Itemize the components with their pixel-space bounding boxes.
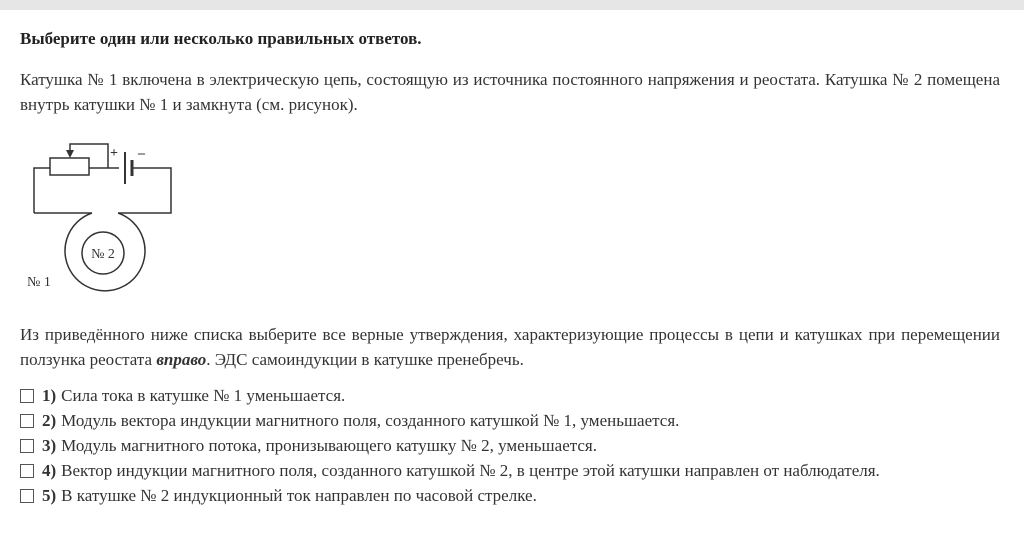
wire-left bbox=[34, 168, 50, 213]
option-1-checkbox[interactable] bbox=[20, 389, 34, 403]
option-5-number: 5) bbox=[42, 485, 57, 505]
question-emphasis: вправо bbox=[156, 350, 207, 369]
option-4-number: 4) bbox=[42, 460, 57, 480]
coil-2-label: № 2 bbox=[91, 247, 115, 262]
circuit-diagram bbox=[24, 140, 184, 300]
option-1[interactable] bbox=[20, 383, 880, 408]
task-instruction: Выберите один или несколько правильных ответов. bbox=[20, 29, 422, 48]
option-5[interactable] bbox=[20, 483, 880, 508]
top-bar bbox=[0, 0, 1024, 10]
problem-intro-text: Катушка № 1 включена в электрическую цепь, состоящую из источника постоянного напряжения и реостата. Катушка № 2 помещена внутрь катушки № 1 и замкнута (см. рисунок). bbox=[20, 70, 1000, 114]
option-4-text: Вектор индукции магнитного поля, созданного катушкой № 2, в центре этой катушки направлен от наблюдателя. bbox=[61, 460, 880, 480]
circuit-figure bbox=[24, 140, 184, 300]
answer-options bbox=[20, 383, 880, 508]
rheostat bbox=[50, 158, 89, 175]
option-2-number: 2) bbox=[42, 410, 57, 430]
option-5-text: В катушке № 2 индукционный ток направлен по часовой стрелке. bbox=[61, 485, 537, 505]
option-1-text: Сила тока в катушке № 1 уменьшается. bbox=[61, 385, 346, 405]
question-text-start: Из приведённого ниже списка выберите все верные утверждения, характеризующие процессы в цепи и катушках при перемещении ползунка реостата bbox=[20, 325, 1000, 369]
question-text-end: . ЭДС самоиндукции в катушке пренебречь. bbox=[206, 350, 524, 369]
option-2[interactable] bbox=[20, 408, 880, 433]
option-3-checkbox[interactable] bbox=[20, 439, 34, 453]
battery-plus-sign: + bbox=[110, 146, 118, 161]
option-3[interactable] bbox=[20, 433, 880, 458]
problem-intro bbox=[20, 67, 1000, 117]
option-5-checkbox[interactable] bbox=[20, 489, 34, 503]
option-4[interactable] bbox=[20, 458, 880, 483]
option-4-checkbox[interactable] bbox=[20, 464, 34, 478]
option-2-checkbox[interactable] bbox=[20, 414, 34, 428]
battery-minus-sign: – bbox=[138, 146, 145, 161]
option-3-text: Модуль магнитного потока, пронизывающего катушку № 2, уменьшается. bbox=[61, 435, 597, 455]
slider-arrow-icon bbox=[66, 150, 74, 158]
coil-1-label: № 1 bbox=[27, 275, 51, 290]
option-3-number: 3) bbox=[42, 435, 57, 455]
option-1-number: 1) bbox=[42, 385, 57, 405]
option-2-text: Модуль вектора индукции магнитного поля, созданного катушкой № 1, уменьшается. bbox=[61, 410, 680, 430]
question-text bbox=[20, 322, 1000, 372]
